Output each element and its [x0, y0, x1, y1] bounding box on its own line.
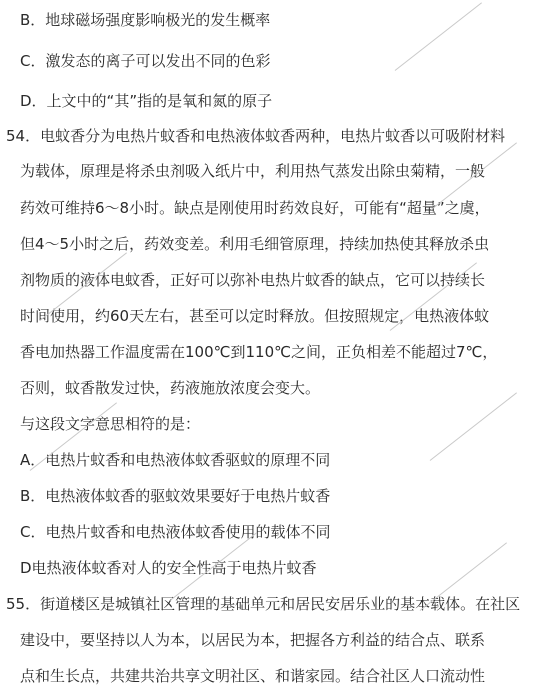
q54-option-c: C．电热片蚊香和电热液体蚊香使用的载体不同	[20, 523, 331, 541]
q54-line-5: 剂物质的液体电蚊香，正好可以弥补电热片蚊香的缺点，它可以持续长	[20, 271, 486, 289]
option-b-prev: B．地球磁场强度影响极光的发生概率	[20, 11, 271, 29]
scan-mark	[395, 2, 482, 71]
q54-option-d: D电热液体蚊香对人的安全性高于电热片蚊香	[20, 559, 317, 577]
q54-line-3: 药效可维持6～8小时。缺点是刚使用时药效良好，可能有“超量”之虞，	[20, 199, 490, 217]
q54-line-7: 香电加热器工作温度需在100℃到110℃之间，正负相差不能超过7℃，	[20, 343, 498, 361]
q54-option-b: B．电热液体蚊香的驱蚊效果要好于电热片蚊香	[20, 487, 331, 505]
scan-mark	[430, 392, 517, 461]
q54-prompt: 与这段文字意思相符的是：	[20, 415, 201, 433]
q54-option-a: A．电热片蚊香和电热液体蚊香驱蚊的原理不同	[20, 451, 331, 469]
q54-line-8: 否则，蚊香散发过快，药液施放浓度会变大。	[20, 379, 321, 397]
option-c-prev: C．激发态的离子可以发出不同的色彩	[20, 52, 271, 70]
q54-line-4: 但4～5小时之后，药效变差。利用毛细管原理，持续加热使其释放杀虫	[20, 235, 490, 253]
q54-line-1: 54．电蚊香分为电热片蚊香和电热液体蚊香两种，电热片蚊香以可吸附材料	[6, 127, 506, 145]
q55-line-1: 55．街道楼区是城镇社区管理的基础单元和居民安居乐业的基本载体。在社区	[6, 595, 521, 613]
q55-line-3: 点和生长点，共建共治共享文明社区、和谐家园。结合社区人口流动性	[20, 667, 486, 685]
q54-line-2: 为载体，原理是将杀虫剂吸入纸片中，利用热气蒸发出除虫菊精，一般	[20, 162, 486, 180]
q54-line-6: 时间使用，约60天左右，甚至可以定时释放。但按照规定，电热液体蚊	[20, 307, 490, 325]
q55-line-2: 建设中，要坚持以人为本，以居民为本，把握各方利益的结合点、联系	[20, 631, 486, 649]
option-d-prev: D．上文中的“其”指的是氧和氮的原子	[20, 92, 273, 110]
